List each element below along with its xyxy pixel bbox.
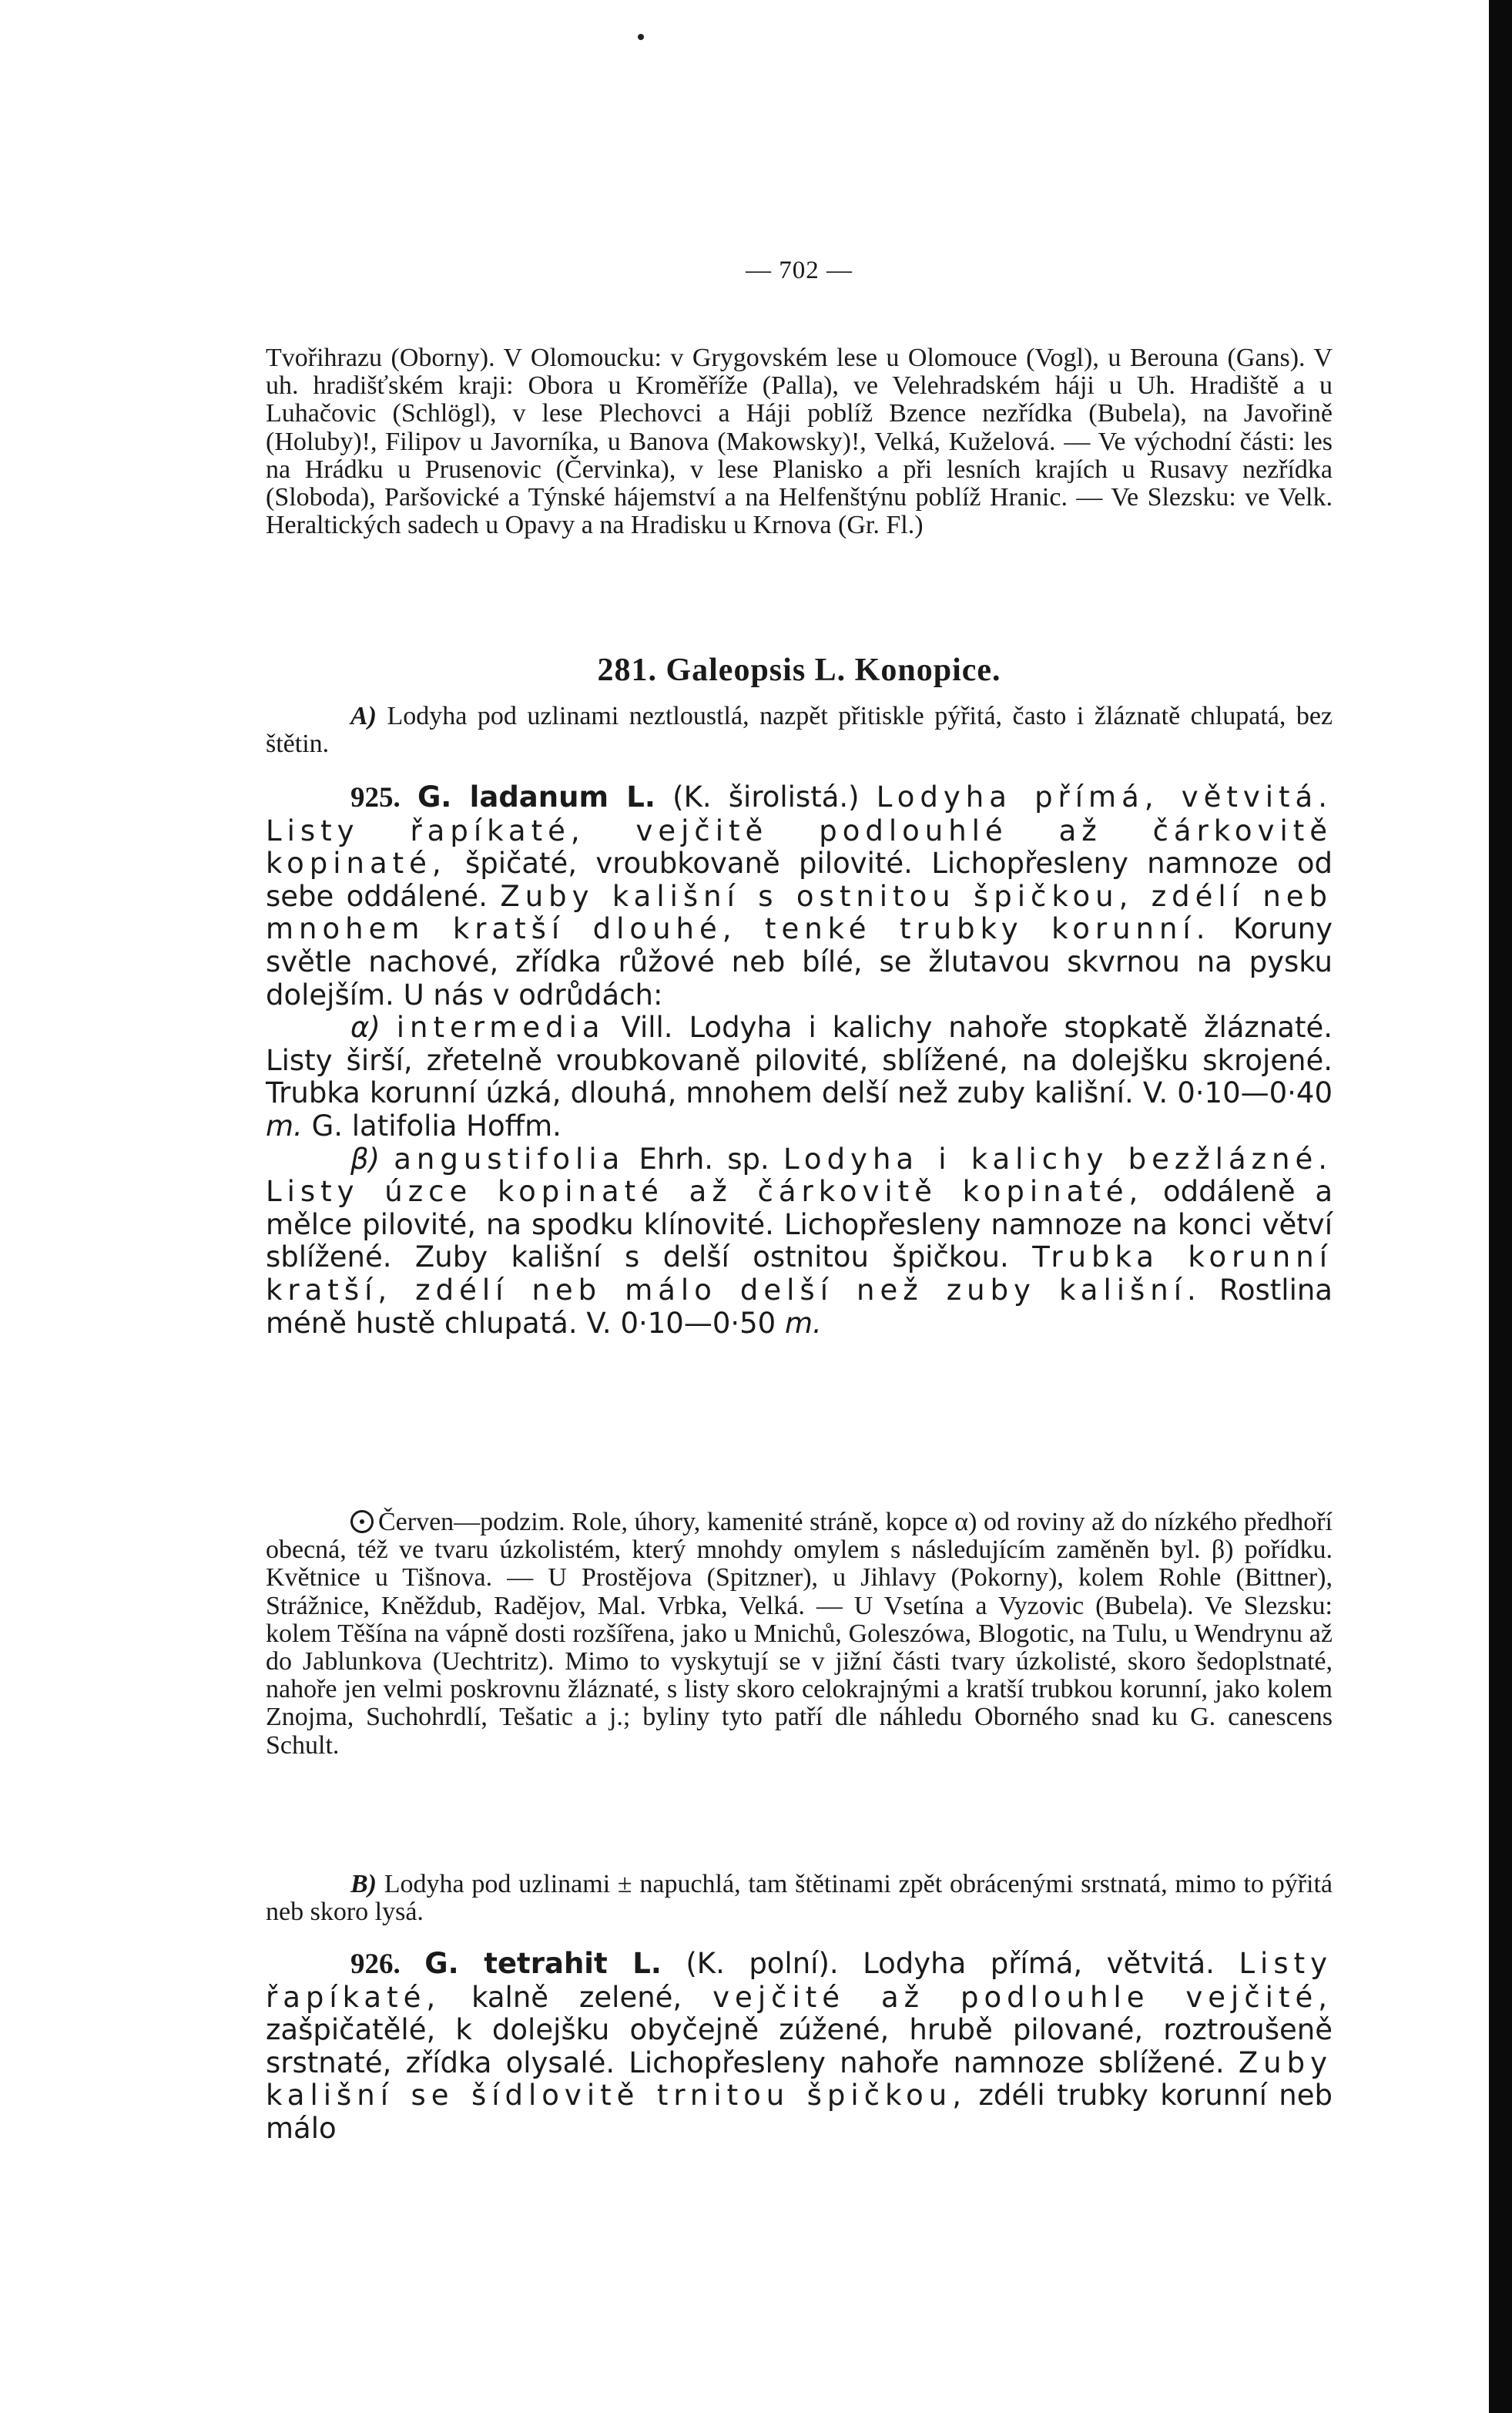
species-925-leaves: Listy řapíkaté, vejčitě podlouhlé až čárkovitě kopinaté, bbox=[266, 814, 1333, 881]
variety-alpha-label: α) bbox=[350, 1011, 381, 1045]
section-b-text: Lodyha pod uzlinami ± napuchlá, tam štětinami zpět obrácenými srstnatá, mimo to pýřitá neb skoro lysá. bbox=[266, 1870, 1333, 1927]
species-926-leaf-detail: zašpičatělé, k dolejšku obyčejně zúžené, hrubě pilované, roztroušeně srstnaté, zřídka olysalé. Lichopřesleny nahoře namnoze sblížené. bbox=[266, 2013, 1333, 2079]
variety-beta-label: β) bbox=[350, 1142, 381, 1176]
species-925-common-name: (K. širolistá.) bbox=[672, 780, 860, 814]
species-926-leaf-color: kalně zelené, bbox=[471, 1980, 682, 2014]
species-925-stem: Lodyha přímá, větvitá. bbox=[876, 780, 1333, 814]
variety-beta-author: Ehrh. sp. bbox=[639, 1142, 769, 1176]
variety-alpha-author: Vill. bbox=[621, 1011, 673, 1045]
variety-beta-unit: m. bbox=[784, 1306, 822, 1340]
variety-beta bbox=[266, 1143, 1333, 1341]
species-926-common-name: (K. polní). bbox=[686, 1947, 839, 1980]
variety-alpha-unit: m. bbox=[266, 1109, 303, 1143]
variety-alpha-name: intermedia bbox=[396, 1011, 605, 1045]
intro-paragraph-block bbox=[266, 344, 1333, 539]
distribution-text: Červen—podzim. Role, úhory, kamenité stráně, kopce α) od roviny až do nízkého předhoří obecná, též ve tvaru úzkolistém, který mnohdy omylem s následujícím zaměněn byl. β) pořídku. Květnice u Tišnova. — U Prostějova (Spitzner), u Jihlavy (Pokorny), kolem Rohle (Bittner), Strážnice, Kněždub, Radějov, Mal. Vrbka, Velká. — U Vsetína a Vyzovic (Bubela). Ve Slezsku: kolem Těšína na vápně dosti rozšířena, jako u Mnichů, Goleszówa, Blogotic, na Tulu, u Wendrynu až do Jablunkova (Uechtritz). Mimo to vyskytují se v jižní části tvary úzkolisté, skoro šedoplstnaté, nahoře jen velmi poskrovnu žláznaté, s listy skoro celokrajnými a kratší trubkou korunní, jako kolem Znojma, Suchohrdlí, Tešatic a j.; byliny tyto patří dle náhledu Oborného snad ku G. canescens Schult. bbox=[266, 1508, 1333, 1760]
variety-beta-leaves: Listy úzce kopinaté až čárkovitě kopinaté, bbox=[266, 1175, 1144, 1209]
species-926-stem: Lodyha přímá, větvitá. bbox=[863, 1947, 1215, 1980]
species-926-calyx-detail: zdéli trubky korunní neb málo bbox=[266, 2079, 1333, 2145]
species-925-calyx: Zuby kališní s ostnitou špičkou, zdélí neb mnohem kratší dlouhé, tenké trubky korunní. bbox=[266, 879, 1333, 946]
species-925-description bbox=[266, 781, 1333, 1012]
intro-paragraph: Tvořihrazu (Oborny). V Olomoucku: v Grygovském lese u Olomouce (Vogl), u Berouna (Gans). V uh. hradišťském kraji: Obora u Kroměříže (Palla), ve Velehradském háji u Uh. Hradiště a u Luhačovic (Schlögl), v lese Plechovci a Háji poblíž Bzence nezřídka (Bubela), na Javořině (Holuby)!, Filipov u Javorníka, u Banova (Makowsky)!, Velká, Kuželová. — Ve východní části: les na Hrádku u Prusenovic (Červinka), v lese Planisko a při lesních krajích u Rusavy nezřídka (Sloboda), Paršovické a Týnské hájemství a na Helfenštýnu poblíž Hranic. — Ve Slezsku: ve Velk. Heraltických sadech u Opavy a na Hradisku u Krnova (Gr. Fl.) bbox=[266, 344, 1333, 540]
scan-speck bbox=[638, 34, 644, 40]
variety-beta-plant: Rostlina méně hustě chlupatá. V. 0·10—0·50 bbox=[266, 1273, 1333, 1340]
section-a-block bbox=[266, 703, 1333, 758]
variety-beta-leaves-detail: oddáleně a mělce pilovité, na spodku klínovité. Lichopřesleny namnoze na konci větví sblížené. Zuby kališní s delší ostnitou špičkou. bbox=[266, 1175, 1333, 1274]
section-a-paragraph bbox=[266, 703, 1333, 758]
species-925-name: G. ladanum L. bbox=[417, 780, 655, 814]
species-926-leaves: Listy řapíkaté, bbox=[266, 1947, 1333, 2014]
variety-beta-name: angustifolia bbox=[394, 1142, 625, 1176]
species-926-description bbox=[266, 1948, 1333, 2146]
genus-heading: 281. Galeopsis L. Konopice. bbox=[597, 653, 1001, 688]
distribution-block bbox=[266, 1509, 1333, 1760]
page-number: — 702 — bbox=[746, 257, 853, 284]
species-925-corolla: Koruny světle nachové, zřídka růžové neb bílé, se žlutavou skvrnou na pysku dolejším. U nás v odrůdách: bbox=[266, 912, 1333, 1012]
species-926-leaf-shape: vejčité až podlouhle vejčité, bbox=[712, 1980, 1333, 2014]
section-a-text: Lodyha pod uzlinami neztloustlá, nazpět přitiskle pýřitá, často i žláznatě chlupatá, bez štětin. bbox=[266, 702, 1333, 759]
species-925-leaves-detail: špičaté, vroubkovaně pilovité. Lichopřesleny namnoze od sebe oddálené. bbox=[266, 847, 1333, 913]
annual-plant-icon bbox=[350, 1510, 374, 1533]
species-926-number: 926. bbox=[350, 1948, 401, 1980]
species-926-block bbox=[266, 1948, 1333, 2146]
variety-alpha-synonym: G. latifolia Hoffm. bbox=[311, 1109, 562, 1143]
distribution-paragraph bbox=[266, 1509, 1333, 1760]
scan-border bbox=[1489, 0, 1512, 2413]
variety-beta-corolla: Trubka korunní kratší, zdélí neb málo delší než zuby kališní. bbox=[266, 1240, 1333, 1307]
species-925-block bbox=[266, 781, 1333, 1340]
species-926-name: G. tetrahit L. bbox=[424, 1947, 662, 1980]
species-925-number: 925. bbox=[350, 782, 401, 814]
species-926-calyx: Zuby kališní se šídlovitě trnitou špičkou, bbox=[266, 2046, 1333, 2113]
variety-alpha bbox=[266, 1012, 1333, 1143]
section-b-paragraph bbox=[266, 1871, 1333, 1926]
variety-alpha-text: Lodyha i kalichy nahoře stopkatě žláznaté. Listy širší, zřetelně vroubkovaně pilovité, sblížené, na dolejšku skrojené. Trubka korunní úzká, dlouhá, mnohem delší než zuby kališní. V. 0·10—0·40 bbox=[266, 1011, 1333, 1110]
variety-beta-stem: Lodyha i kalichy bezžlázné. bbox=[783, 1142, 1333, 1176]
section-b-block bbox=[266, 1871, 1333, 1926]
section-b-label: B) bbox=[350, 1870, 377, 1898]
section-a-label: A) bbox=[350, 702, 377, 730]
